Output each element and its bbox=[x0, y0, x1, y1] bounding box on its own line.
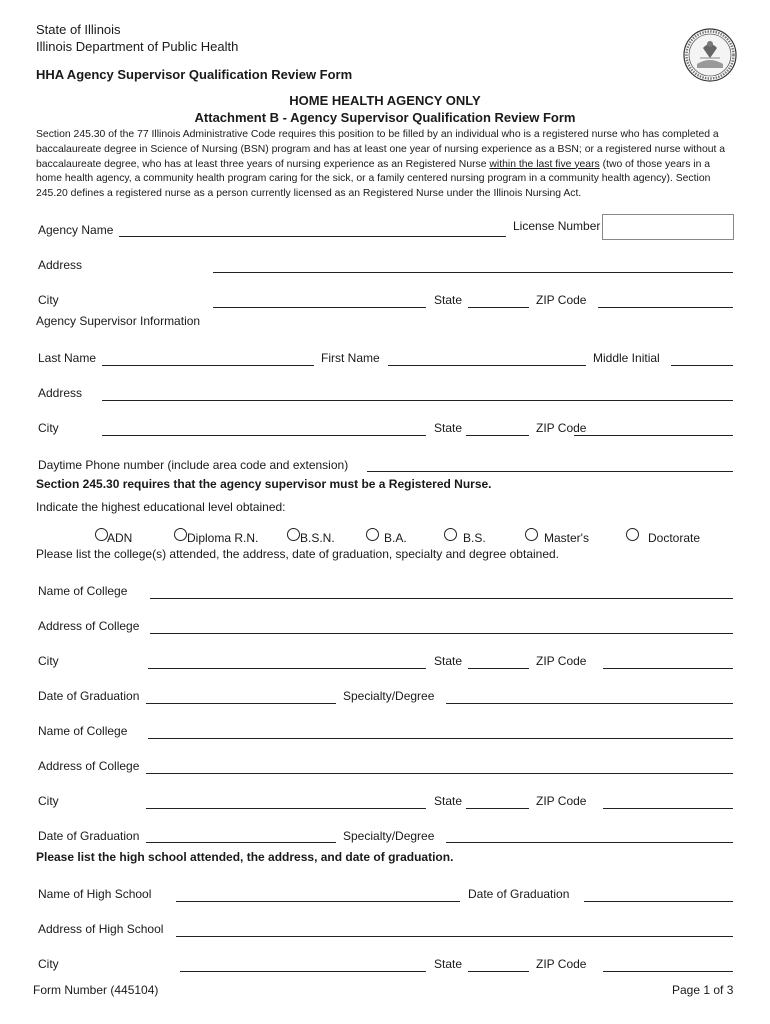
college2-name-label: Name of College bbox=[38, 724, 128, 738]
college2-grad-field[interactable] bbox=[146, 842, 336, 843]
radio-adn-label: ADN bbox=[107, 531, 133, 545]
education-level-label: Indicate the highest educational level obtained: bbox=[36, 500, 286, 514]
agency-state-label: State bbox=[434, 293, 463, 307]
license-number-label: License Number bbox=[513, 219, 601, 233]
agency-state-field[interactable] bbox=[468, 307, 529, 308]
state-name: State of Illinois bbox=[36, 22, 121, 37]
radio-ba[interactable] bbox=[366, 528, 379, 541]
phone-label: Daytime Phone number (include area code and extension) bbox=[38, 458, 349, 472]
high-school-zip-label: ZIP Code bbox=[536, 957, 587, 971]
high-school-address-field[interactable] bbox=[176, 936, 733, 937]
last-name-field[interactable] bbox=[102, 365, 314, 366]
college1-specialty-label: Specialty/Degree bbox=[343, 689, 435, 703]
agency-zip-field[interactable] bbox=[598, 307, 733, 308]
college1-grad-field[interactable] bbox=[146, 703, 336, 704]
agency-city-field[interactable] bbox=[213, 307, 426, 308]
college-list-instruction: Please list the college(s) attended, the address, date of graduation, specialty and degree obtained. bbox=[36, 547, 560, 561]
college1-state-label: State bbox=[434, 654, 463, 668]
college2-zip-label: ZIP Code bbox=[536, 794, 587, 808]
college2-specialty-label: Specialty/Degree bbox=[343, 829, 435, 843]
high-school-grad-label: Date of Graduation bbox=[468, 887, 570, 901]
college1-state-field[interactable] bbox=[468, 668, 529, 669]
college1-name-field[interactable] bbox=[150, 598, 733, 599]
middle-initial-field[interactable] bbox=[671, 365, 733, 366]
college1-address-field[interactable] bbox=[150, 633, 733, 634]
college1-grad-label: Date of Graduation bbox=[38, 689, 140, 703]
agency-address-field[interactable] bbox=[213, 272, 733, 273]
radio-bs-label: B.S. bbox=[463, 531, 486, 545]
college2-state-field[interactable] bbox=[466, 808, 529, 809]
college2-address-label: Address of College bbox=[38, 759, 140, 773]
high-school-name-label: Name of High School bbox=[38, 887, 152, 901]
college2-city-field[interactable] bbox=[146, 808, 426, 809]
radio-bs[interactable] bbox=[444, 528, 457, 541]
supervisor-zip-label: ZIP Code bbox=[536, 421, 587, 435]
college1-zip-field[interactable] bbox=[603, 668, 733, 669]
high-school-address-label: Address of High School bbox=[38, 922, 164, 936]
college1-zip-label: ZIP Code bbox=[536, 654, 587, 668]
heading-line2: Attachment B - Agency Supervisor Qualification Review Form bbox=[194, 110, 576, 125]
supervisor-city-label: City bbox=[38, 421, 59, 435]
radio-diploma-rn-label: Diploma R.N. bbox=[187, 531, 259, 545]
radio-diploma-rn[interactable] bbox=[174, 528, 187, 541]
college1-specialty-field[interactable] bbox=[446, 703, 733, 704]
college1-name-label: Name of College bbox=[38, 584, 128, 598]
agency-zip-label: ZIP Code bbox=[536, 293, 587, 307]
agency-name-field[interactable] bbox=[119, 236, 506, 237]
high-school-instruction: Please list the high school attended, the address, and date of graduation. bbox=[36, 850, 454, 864]
form-number: Form Number (445104) bbox=[33, 983, 159, 997]
radio-bsn-label: B.S.N. bbox=[300, 531, 335, 545]
high-school-city-field[interactable] bbox=[180, 971, 426, 972]
license-number-field[interactable] bbox=[602, 214, 734, 240]
radio-masters[interactable] bbox=[525, 528, 538, 541]
phone-field[interactable] bbox=[367, 471, 733, 472]
radio-masters-label: Master's bbox=[544, 531, 589, 545]
illinois-state-seal-icon bbox=[683, 28, 737, 82]
last-name-label: Last Name bbox=[38, 351, 97, 365]
high-school-name-field[interactable] bbox=[176, 901, 460, 902]
intro-paragraph: Section 245.30 of the 77 Illinois Administrative Code requires this position to be filled by an individual who is a registered nurse who has completed a baccalaureate degree in Science of Nursing (BSN) program and has at least one year of nursing experience as a BSN; or a registered nurse without a baccalaureate degree, who has at least three years of nursing experience as an Registered Nurse within the last five years (two of those years in a home health agency, a community health program caring for the sick, or a family centered nursing program in a community health agency). Section 245.20 defines a registered nurse as a person currently licensed as an Registered Nurse under the Illinois Nursing Act. bbox=[36, 129, 726, 200]
department-name: Illinois Department of Public Health bbox=[36, 39, 239, 54]
radio-ba-label: B.A. bbox=[384, 531, 407, 545]
supervisor-section-label: Agency Supervisor Information bbox=[36, 314, 201, 328]
college2-zip-field[interactable] bbox=[603, 808, 733, 809]
supervisor-address-label: Address bbox=[38, 386, 83, 400]
agency-city-label: City bbox=[38, 293, 59, 307]
heading-line1: HOME HEALTH AGENCY ONLY bbox=[289, 93, 481, 108]
page-number: Page 1 of 3 bbox=[672, 983, 734, 997]
agency-name-label: Agency Name bbox=[38, 223, 114, 237]
supervisor-state-field[interactable] bbox=[466, 435, 529, 436]
middle-initial-label: Middle Initial bbox=[593, 351, 660, 365]
college1-city-field[interactable] bbox=[148, 668, 426, 669]
high-school-state-label: State bbox=[434, 957, 463, 971]
supervisor-city-field[interactable] bbox=[102, 435, 426, 436]
first-name-label: First Name bbox=[321, 351, 380, 365]
radio-doctorate[interactable] bbox=[626, 528, 639, 541]
supervisor-state-label: State bbox=[434, 421, 463, 435]
high-school-grad-field[interactable] bbox=[584, 901, 733, 902]
form-title: HHA Agency Supervisor Qualification Review Form bbox=[36, 67, 353, 82]
college1-address-label: Address of College bbox=[38, 619, 140, 633]
college2-state-label: State bbox=[434, 794, 463, 808]
college1-city-label: City bbox=[38, 654, 59, 668]
college2-specialty-field[interactable] bbox=[446, 842, 733, 843]
college2-name-field[interactable] bbox=[148, 738, 733, 739]
intro-underlined: within the last five years bbox=[489, 158, 600, 170]
supervisor-address-field[interactable] bbox=[102, 400, 733, 401]
high-school-state-field[interactable] bbox=[468, 971, 529, 972]
radio-bsn[interactable] bbox=[287, 528, 300, 541]
rn-requirement: Section 245.30 requires that the agency supervisor must be a Registered Nurse. bbox=[36, 477, 492, 491]
college2-address-field[interactable] bbox=[146, 773, 733, 774]
college2-city-label: City bbox=[38, 794, 59, 808]
radio-doctorate-label: Doctorate bbox=[648, 531, 701, 545]
first-name-field[interactable] bbox=[388, 365, 586, 366]
agency-address-label: Address bbox=[38, 258, 83, 272]
high-school-city-label: City bbox=[38, 957, 59, 971]
high-school-zip-field[interactable] bbox=[603, 971, 733, 972]
supervisor-zip-field[interactable] bbox=[574, 435, 733, 436]
college2-grad-label: Date of Graduation bbox=[38, 829, 140, 843]
